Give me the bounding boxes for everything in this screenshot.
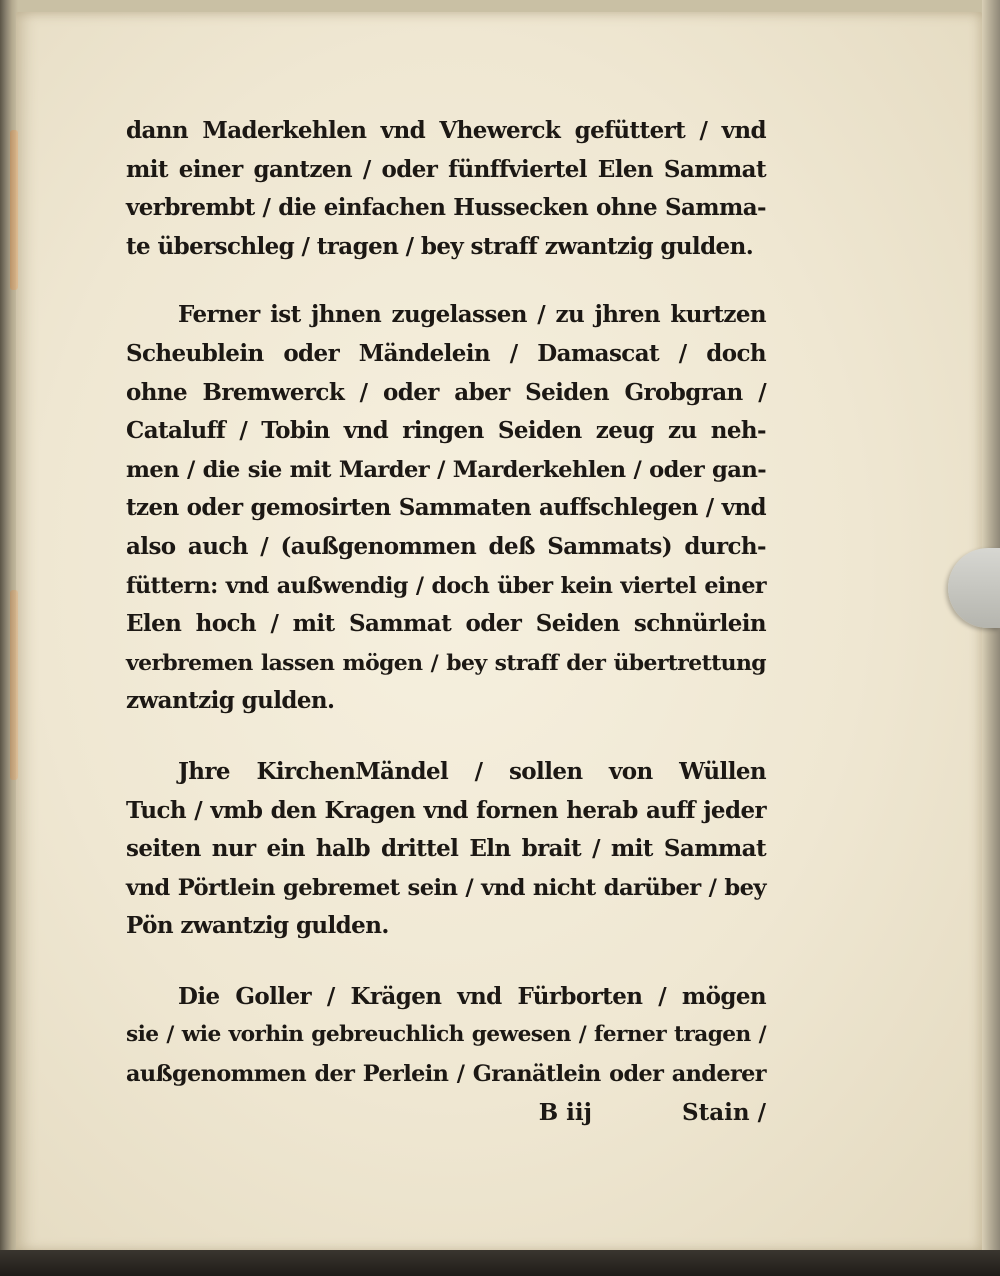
page-stain-upper [10,130,18,290]
right-page-edge [982,0,1000,1276]
text-line: Die Goller / Krägen vnd Fürborten / mögen [178,982,766,1010]
text-line: also auch / (außgenommen deß Sammats) durch- [126,532,766,560]
text-line: vnd Pörtlein gebremet sein / vnd nicht darüber / bey [126,874,766,901]
text-line: Jhre KirchenMändel / sollen von Wüllen [178,757,766,785]
bottom-edge [0,1250,1000,1276]
text-line: Tuch / vmb den Kragen vnd fornen herab auff jeder [126,796,766,824]
text-line: dann Maderkehlen vnd Vhewerck gefüttert / vnd [126,117,766,144]
text-line: tzen oder gemosirten Sammaten auffschlegen / vnd [126,494,766,522]
text-line: Cataluff / Tobin vnd ringen Seiden zeug zu neh- [126,417,766,445]
text-line: ohne Bremwerck / oder aber Seiden Grobgran / [126,378,766,406]
paragraph-3 [126,753,766,946]
text-line: te überschleg / tragen / bey straff zwantzig gulden. [126,232,754,260]
signature-mark: B iij [538,1098,592,1126]
text-block [126,112,766,1132]
text-line: verbremen lassen mögen / bey straff der übertrettung [126,649,766,676]
text-line: sie / wie vorhin gebreuchlich gewesen / ferner tragen / [126,1022,766,1048]
text-line: Pön zwantzig gulden. [126,912,389,940]
text-line: verbrembt / die einfachen Hussecken ohne Samma- [126,194,766,222]
text-line: seiten nur ein halb drittel Eln brait / mit Sammat [126,835,766,863]
catchword: Stain / [681,1098,766,1126]
paragraph-2 [126,296,766,721]
paragraph-1 [126,112,766,266]
text-line: Ferner ist jhnen zugelassen / zu jhren kurtzen [178,301,766,329]
text-line: Elen hoch / mit Sammat oder Seiden schnürlein [126,610,766,638]
text-line: außgenommen der Perlein / Granätlein oder anderer [126,1061,766,1088]
text-line: men / die sie mit Marder / Marderkehlen / oder gan- [126,456,766,483]
text-line: füttern: vnd außwendig / doch über kein viertel einer [126,572,766,599]
text-line: zwantzig gulden. [126,687,335,715]
text-line: mit einer gantzen / oder fünffviertel Elen Sammat [126,155,766,183]
page-footer [126,1094,766,1133]
page-stain-lower [10,590,18,780]
paragraph-4 [126,978,766,1094]
text-line: Scheublein oder Mändelein / Damascat / doch [126,339,766,367]
